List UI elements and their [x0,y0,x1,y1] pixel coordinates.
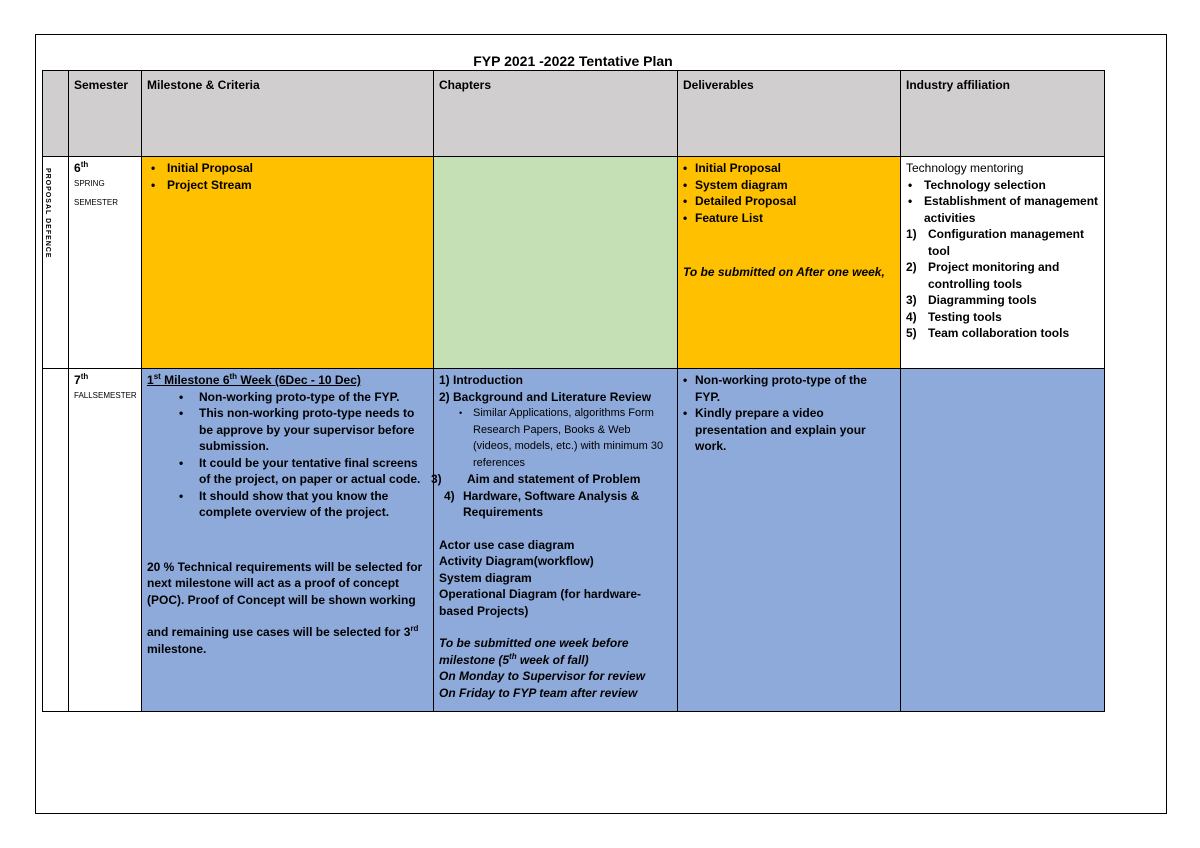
diagram-item: Actor use case diagram [439,537,575,552]
semester-cell-7 [69,369,142,712]
milestone-paragraph-2: and remaining use cases will be selected for 3rd milestone. [147,624,419,656]
milestone-cell-7 [142,369,434,712]
industry-numbered: 2) Project monitoring and controlling tools [906,260,1060,291]
deliverables-cell-7 [678,369,901,712]
industry-cell-6 [901,157,1105,369]
header-milestone: Milestone & Criteria [142,71,434,157]
chapter-1: 1) Introduction [439,373,523,387]
milestone-item: • It should show that you know the complete overview of the project. [147,488,428,521]
chapters-cell-7 [431,369,678,712]
deliverable-item: • Kindly prepare a video presentation and explain your work. [683,405,895,455]
milestone-item: • This non-working proto-type needs to be approve by your supervisor before submission. [147,405,428,455]
semester-cell-6 [69,157,142,369]
chapter-2: 2) Background and Literature Review [439,389,652,404]
milestone-cell-6 [142,157,434,369]
deliverable-item: • Initial Proposal [683,160,895,177]
milestone-heading: 1st Milestone 6th Week (6Dec - 10 Dec) [147,372,361,387]
plan-table [42,70,1105,712]
deliverable-note: To be submitted on After one week, [683,265,885,279]
milestone-item: • Initial Proposal [147,160,428,177]
semester-number: 6 [74,161,81,175]
semester-name-1: SPRING [74,178,105,188]
industry-title: Technology mentoring [906,161,1024,175]
deliverable-item: • Feature List [683,210,895,227]
industry-numbered: 4) Testing tools [906,309,1002,324]
side-label-text: PROPOSAL DEFENCE [44,168,51,259]
milestone-item: • Non-working proto-type of the FYP. [147,389,428,406]
diagram-item: Operational Diagram (for hardware-based Projects) [439,587,642,618]
milestone-item: • It could be your tentative final screens of the project, on paper or actual code. [147,455,428,488]
header-semester: Semester [69,71,142,157]
chapters-note-friday: On Friday to FYP team after review [439,685,638,700]
semester-suffix: th [80,372,89,381]
row-spring [43,157,1105,369]
semester-name-2: SEMESTER [74,197,119,207]
chapter-3: 3) Aim and statement of Problem [431,472,641,486]
industry-bullet: • Technology selection [904,177,1099,194]
industry-cell-7 [901,369,1105,712]
side-label [43,157,69,369]
deliverable-item: • Non-working proto-type of the FYP. [683,372,895,405]
header-industry: Industry affiliation [901,71,1105,157]
chapter-2-detail: • Similar Applications, algorithms Form Research Papers, Books & Web (videos, models, etc.) with minimum 30 references [439,405,672,471]
milestone-paragraph-1: 20 % Technical requirements will be selected for next milestone will act as a proof of concept (POC). Proof of Concept will be shown working [147,559,423,607]
chapters-note-monday: On Monday to Supervisor for review [439,669,646,683]
header-chapters: Chapters [434,71,678,157]
diagram-item: Activity Diagram(workflow) [439,554,594,568]
deliverable-item: • System diagram [683,177,895,194]
semester-number: 7 [74,373,81,387]
row-fall [43,369,1105,712]
semester-suffix: th [80,160,89,169]
deliverable-item: • Detailed Proposal [683,193,895,210]
industry-numbered: 1) Configuration management tool [906,227,1085,258]
chapter-4: 4) Hardware, Software Analysis & Requirements [444,488,640,519]
deliverables-cell-6 [678,157,901,369]
header-blank [43,71,69,157]
side-blank [43,369,69,712]
header-deliverables: Deliverables [678,71,901,157]
chapters-cell-6 [434,157,678,369]
diagram-item: System diagram [439,570,532,585]
semester-name: FALLSEMESTER [74,390,137,400]
header-row [43,71,1105,157]
page-title: FYP 2021 -2022 Tentative Plan [473,53,673,69]
chapters-note: To be submitted one week before milestone (5th week of fall) [439,636,629,667]
industry-numbered: 5) Team collaboration tools [906,326,1070,340]
industry-bullet: • Establishment of management activities [904,193,1099,226]
industry-numbered: 3) Diagramming tools [906,293,1037,307]
milestone-item: • Project Stream [147,177,428,194]
